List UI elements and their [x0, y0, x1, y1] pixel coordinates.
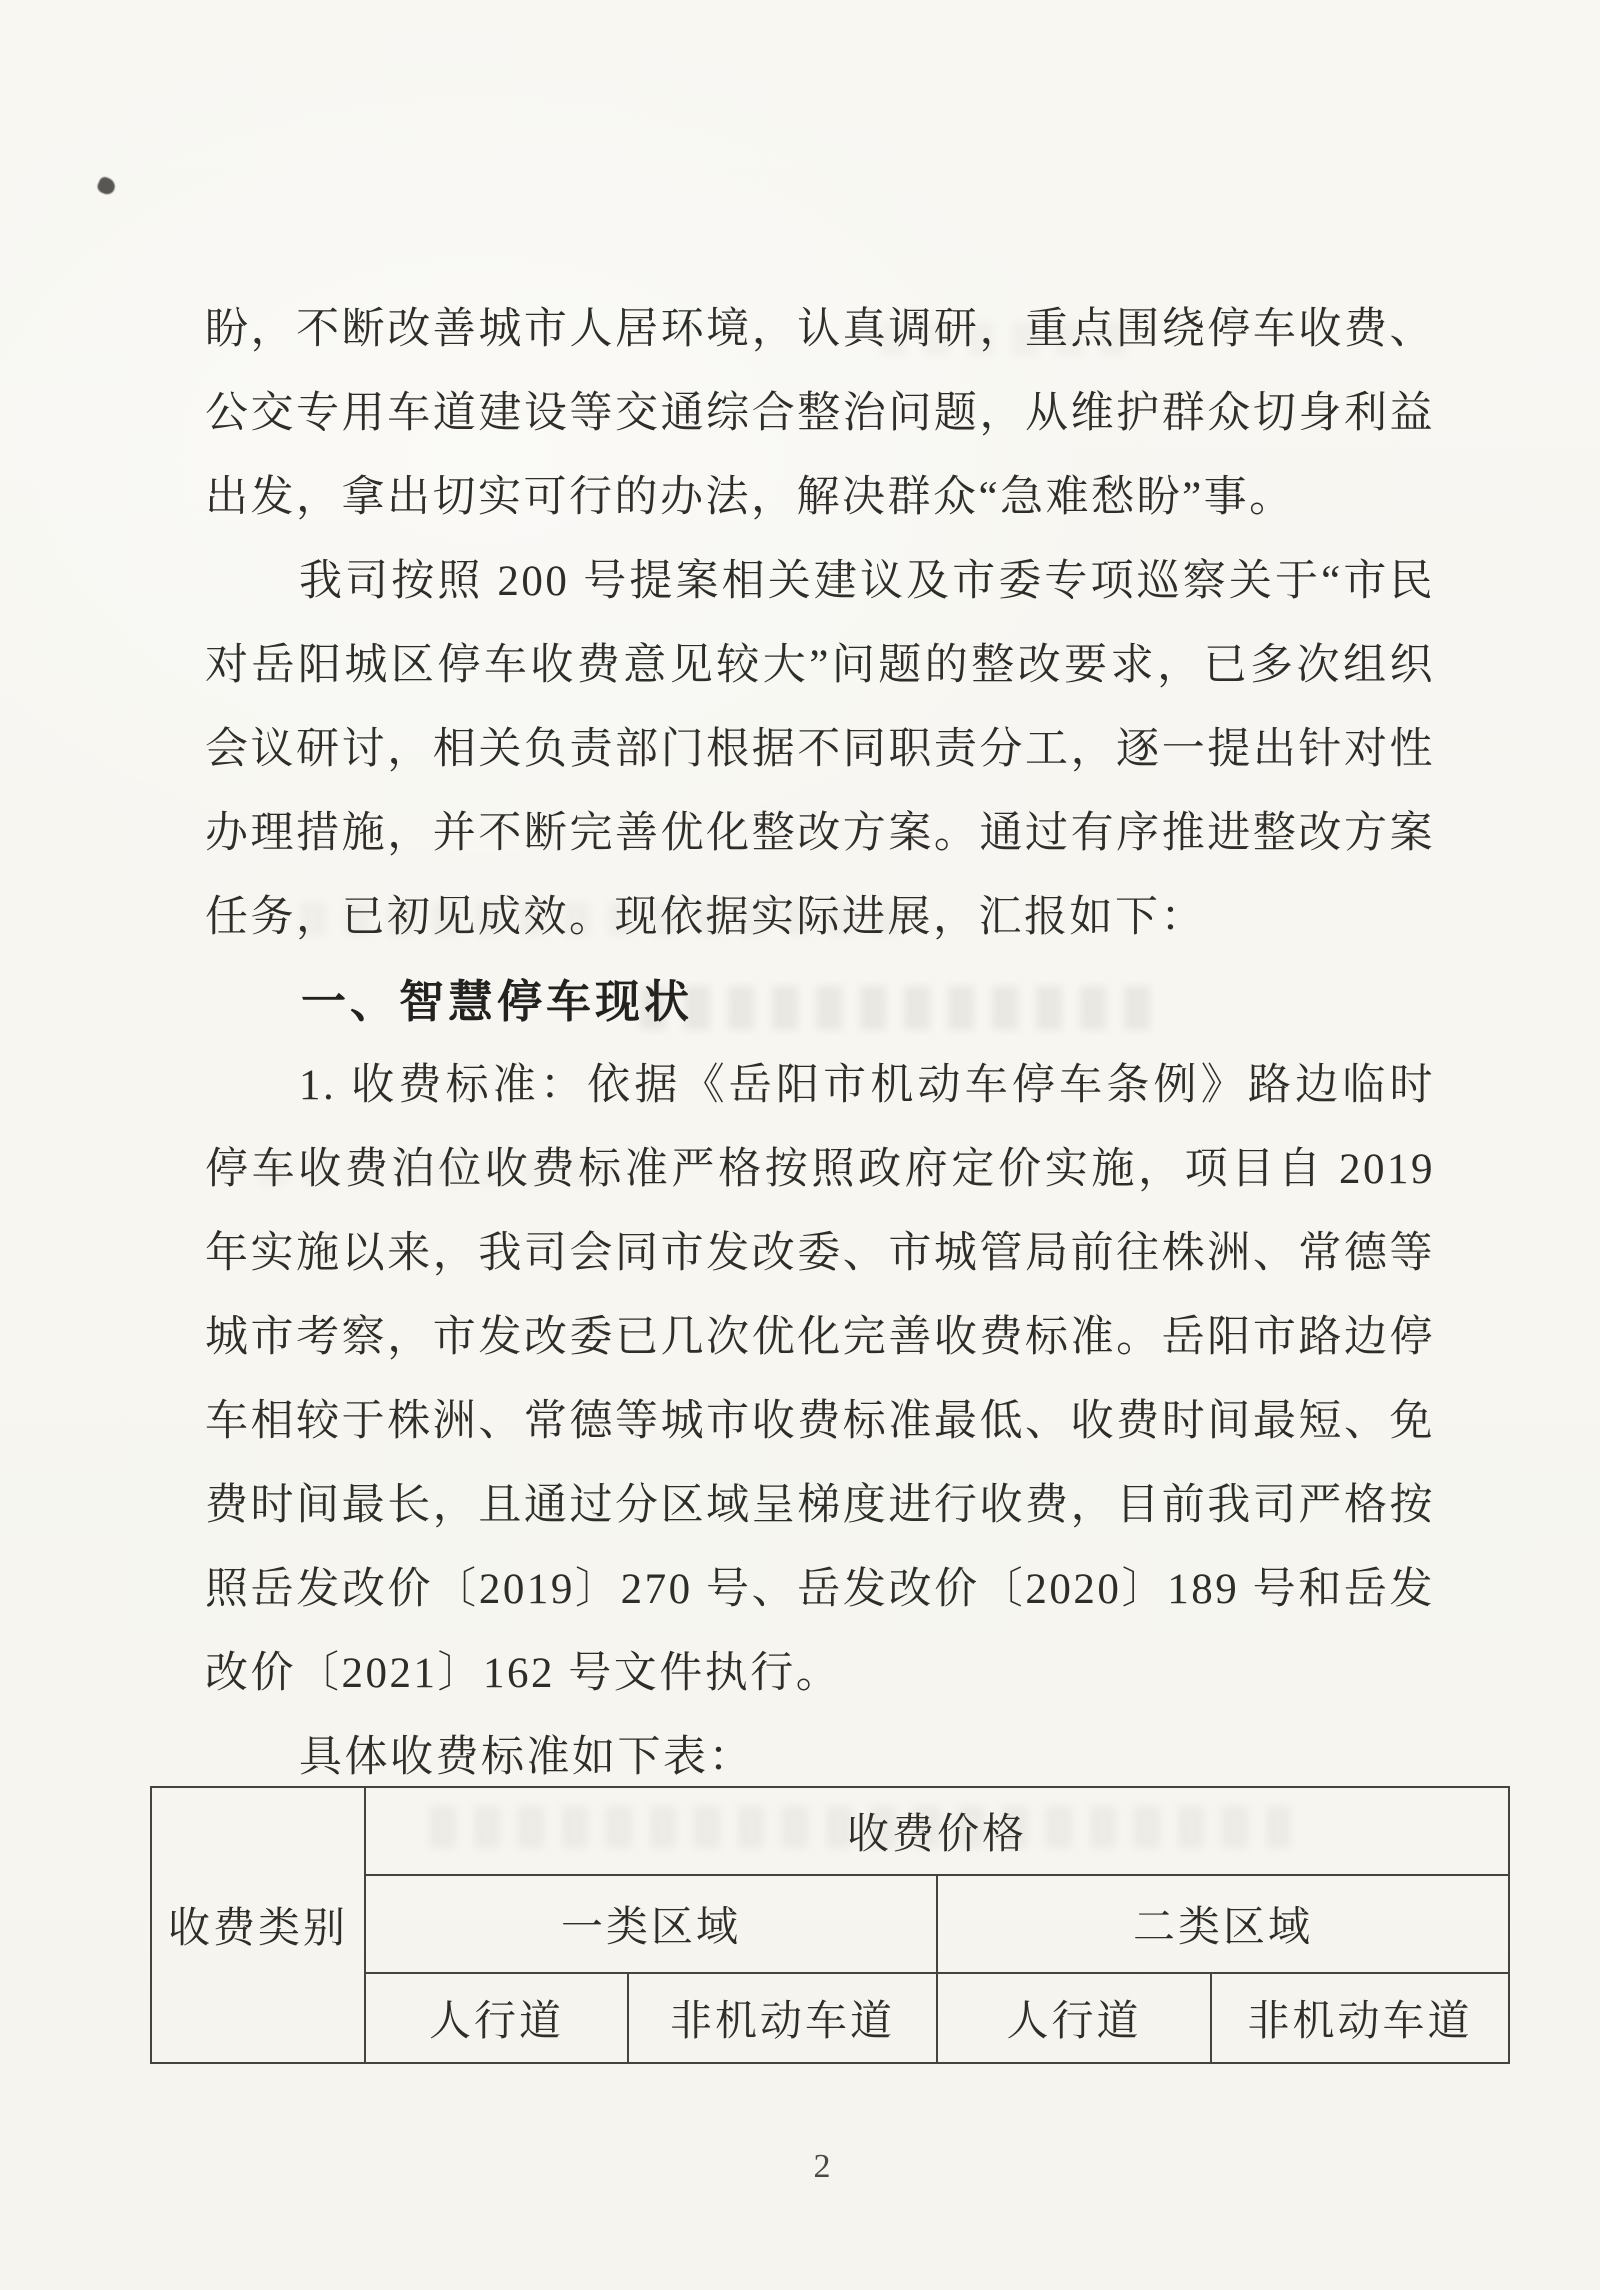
table-cell-sidewalk-zone2: 人行道 [937, 1973, 1211, 2063]
table-cell-zone1-header: 一类区域 [365, 1875, 937, 1973]
section-heading-smart-parking-status: 一、智慧停车现状 [301, 976, 694, 1027]
paragraph-fee-standard: 1. 收费标准：依据《岳阳市机动车停车条例》路边临时停车收费泊位收费标准严格按照政府定价实施，项目自 2019 年实施以来，我司会同市发改委、市城管局前往株洲、常德等城市考察，市发改委已几次优化完善收费标准。岳阳市路边停车相较于株洲、常德等城市收费标准最低、收费时间最短、免费时间最长，且通过分区域呈梯度进行收费，目前我司严格按照岳发改价〔2019〕270 号、岳发改价〔2020〕189 号和岳发改价〔2021〕162 号文件执行。 [205, 1062, 1435, 1697]
page-number: 2 [813, 2148, 832, 2185]
table-cell-zone2-header: 二类区域 [937, 1875, 1509, 1973]
table-cell-nonmotor-lane-zone1: 非机动车道 [628, 1973, 937, 2063]
table-cell-price-header: 收费价格 [365, 1787, 1509, 1875]
table-cell-sidewalk-zone1: 人行道 [365, 1973, 628, 2063]
table-row [151, 1787, 1509, 1875]
fee-standard-table [150, 1786, 1510, 2064]
table-cell-nonmotor-lane-zone2: 非机动车道 [1211, 1973, 1509, 2063]
paragraph-rectification-overview: 我司按照 200 号提案相关建议及市委专项巡察关于“市民对岳阳城区停车收费意见较大”问题的整改要求，已多次组织会议研讨，相关负责部门根据不同职责分工，逐一提出针对性办理措施，并不断完善优化整改方案。通过有序推进整改方案任务，已初见成效。现依据实际进展，汇报如下： [205, 558, 1435, 941]
paragraph-continuation: 盼，不断改善城市人居环境，认真调研，重点围绕停车收费、公交专用车道建设等交通综合整治问题，从维护群众切身利益出发，拿出切实可行的办法，解决群众“急难愁盼”事。 [205, 306, 1435, 521]
scan-artifact [95, 175, 117, 197]
document-body [167, 288, 1473, 2064]
paragraph-table-lead-in: 具体收费标准如下表： [299, 1734, 754, 1781]
table-cell-category-header: 收费类别 [151, 1787, 365, 2063]
